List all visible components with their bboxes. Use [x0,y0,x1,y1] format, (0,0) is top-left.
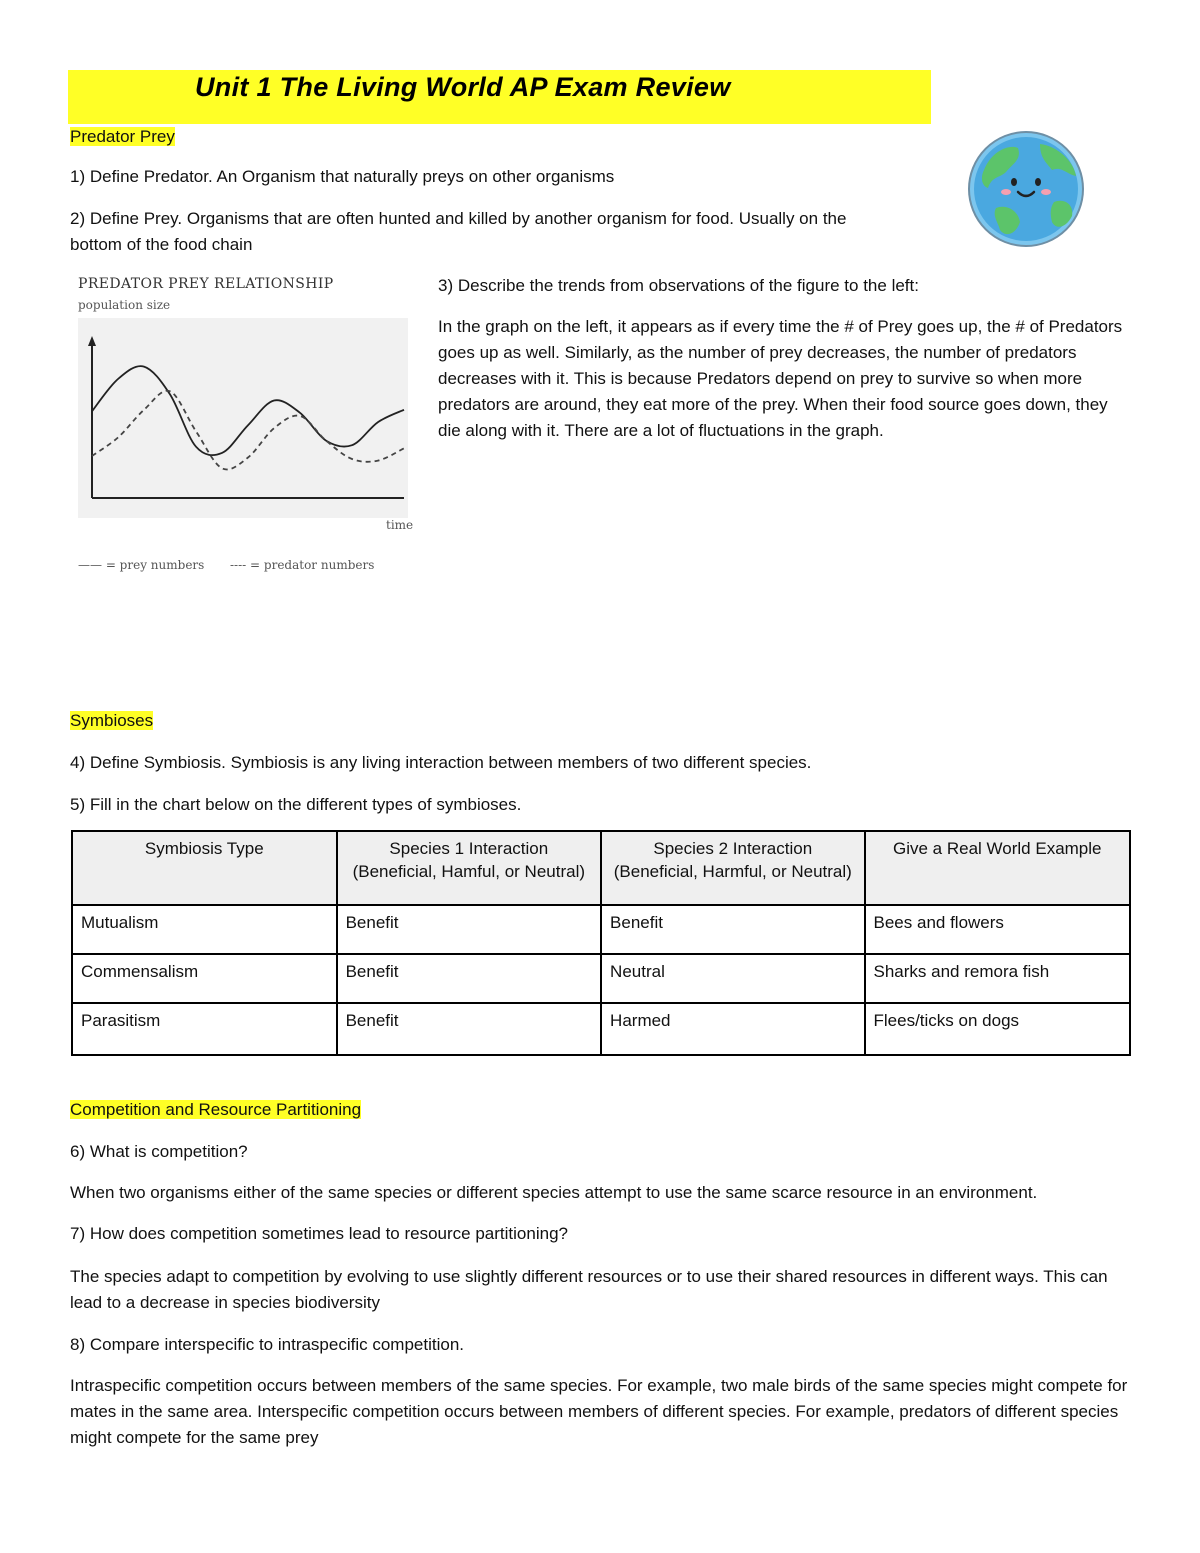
table-cell: Benefit [601,905,864,954]
table-header: Species 2 Interaction (Beneficial, Harmful, or Neutral) [601,831,864,905]
section-heading-competition [70,1097,361,1123]
legend-prey: —— = prey numbers [78,558,205,572]
heading-text: Predator Prey [70,127,175,146]
table-cell: Neutral [601,954,864,1003]
chart-ylabel: population size [78,298,171,312]
table-cell: Benefit [337,954,601,1003]
table-cell: Sharks and remora fish [865,954,1130,1003]
question-8: 8) Compare interspecific to intraspecific competition. [70,1335,464,1354]
earth-eye-right [1035,178,1041,186]
question-7-answer: The species adapt to competition by evolving to use slightly different resources or to use their shared resources in different ways. This can lead to a decrease in species biodiversity [70,1267,1108,1312]
table-cell: Harmed [601,1003,864,1055]
chart-title: PREDATOR PREY RELATIONSHIP [78,276,334,292]
table-header: Species 1 Interaction (Beneficial, Hamful, or Neutral) [337,831,601,905]
earth-eye-left [1011,178,1017,186]
chart-xlabel: time [386,518,414,532]
question-4: 4) Define Symbiosis. Symbiosis is any living interaction between members of two different species. [70,753,812,772]
earth-cheek-right [1041,189,1051,195]
symbiosis-table [71,830,1131,1056]
earth-cheek-left [1001,189,1011,195]
question-2-line-2: bottom of the food chain [70,235,253,254]
question-8-answer: Intraspecific competition occurs between members of the same species. For example, two male birds of the same species might compete for mates in the same area. Interspecific competition occurs between members of different species. For example, predators of different species might compete for the same prey [70,1376,1128,1447]
question-6: 6) What is competition? [70,1142,248,1161]
table-header: Give a Real World Example [865,831,1130,905]
heading-text: Symbioses [70,711,154,730]
table-row [72,954,1130,1003]
table-row [72,905,1130,954]
table-cell: Bees and flowers [865,905,1130,954]
table-cell: Benefit [337,1003,601,1055]
legend-predator: ---- = predator numbers [230,558,375,572]
table-cell: Mutualism [72,905,337,954]
question-3-answer: In the graph on the left, it appears as if every time the # of Prey goes up, the # of Predators goes up as well. Similarly, as the number of prey decreases, the number of predators decreases with it. This is because Predators depend on prey to survive so when more predators are around, they eat more of the prey. When their food source goes down, they die along with it. There are a lot of fluctuations in the graph. [438,317,1123,440]
question-6-answer: When two organisms either of the same species or different species attempt to use the same scarce resource in an environment. [70,1183,1038,1202]
question-5: 5) Fill in the chart below on the different types of symbioses. [70,795,522,814]
question-7: 7) How does competition sometimes lead to resource partitioning? [70,1224,568,1243]
table-row [72,1003,1130,1055]
table-cell: Benefit [337,905,601,954]
section-heading-predator-prey [70,124,175,150]
question-3: 3) Describe the trends from observations of the figure to the left: [438,276,919,295]
predator-prey-chart [78,318,408,518]
question-2-line-1: 2) Define Prey. Organisms that are often hunted and killed by another organism for food. Usually on the [70,209,847,228]
page-title: Unit 1 The Living World AP Exam Review [195,72,731,102]
chart-background [78,318,408,518]
section-heading-symbioses [70,708,153,734]
heading-text: Competition and Resource Partitioning [70,1100,362,1119]
table-cell: Flees/ticks on dogs [865,1003,1130,1055]
question-1: 1) Define Predator. An Organism that naturally preys on other organisms [70,167,615,186]
table-cell: Parasitism [72,1003,337,1055]
earth-icon [966,130,1090,248]
table-header-row [72,831,1130,905]
table-header: Symbiosis Type [72,831,337,905]
table-cell: Commensalism [72,954,337,1003]
